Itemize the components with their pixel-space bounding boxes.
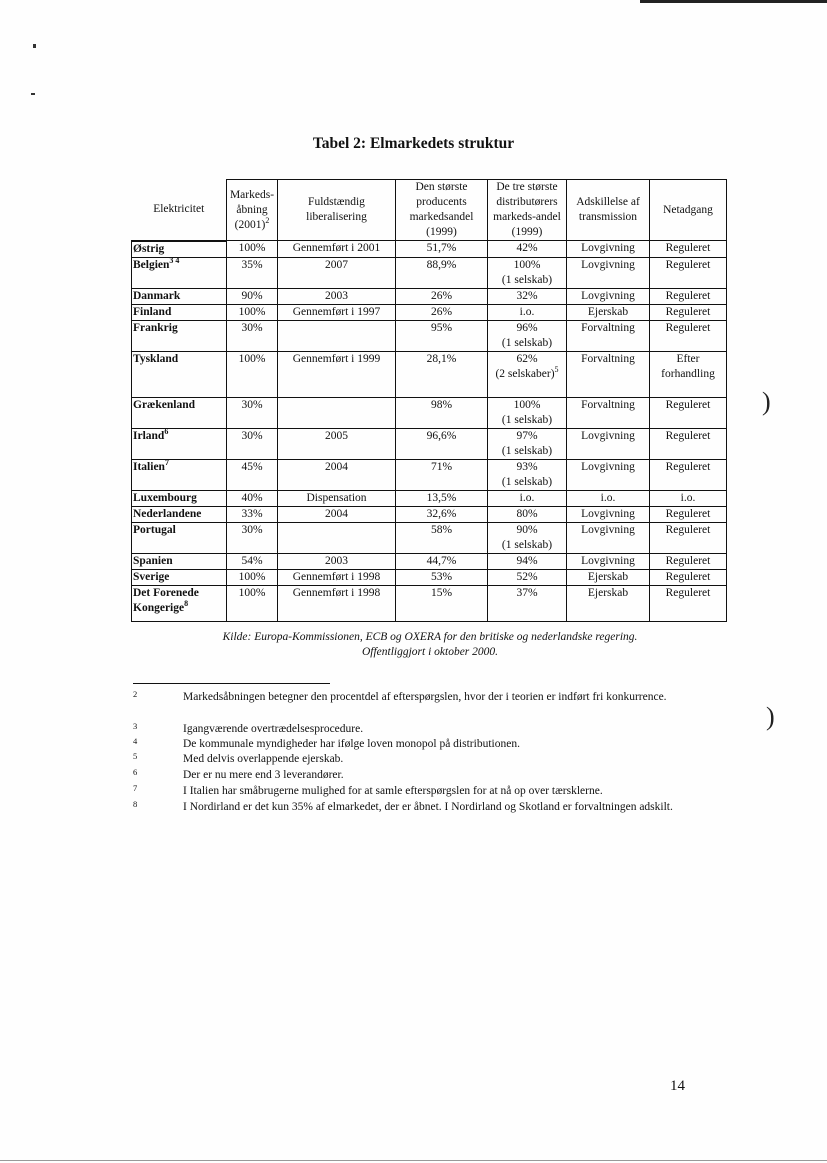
table-row — [132, 320, 727, 351]
transmission-separation-cell: Lovgivning — [567, 553, 650, 569]
distributor-share-cell: i.o. — [488, 304, 567, 320]
producer-share-cell: 26% — [396, 304, 488, 320]
country-cell: Frankrig — [132, 320, 227, 351]
market-opening-cell: 30% — [227, 428, 278, 459]
footnote-text: Igangværende overtrædelsesprocedure. — [183, 723, 364, 735]
liberalisation-cell: 2004 — [278, 459, 396, 490]
scan-speck — [33, 44, 36, 48]
producer-share-cell: 32,6% — [396, 506, 488, 522]
footnote-number: 6 — [133, 767, 138, 777]
scan-bracket-mark: ) — [762, 387, 771, 416]
footnote-text: Markedsåbningen betegner den procentdel af efterspørgslen, hvor der i teorien er indført fri konkurrence. — [183, 691, 667, 703]
header-transmission-separation: Adskillelse af transmission — [567, 180, 650, 241]
footnote-number: 2 — [133, 689, 138, 699]
market-opening-cell: 90% — [227, 288, 278, 304]
header-producer-share: Den største producents markedsandel (1999) — [396, 180, 488, 241]
country-cell: Nederlandene — [132, 506, 227, 522]
table-row — [132, 585, 727, 621]
grid-access-cell: Reguleret — [650, 569, 727, 585]
country-cell: Danmark — [132, 288, 227, 304]
table-row — [132, 288, 727, 304]
liberalisation-cell: Gennemført i 1999 — [278, 351, 396, 397]
footnote — [133, 722, 678, 738]
table-header-row — [132, 180, 727, 241]
grid-access-cell: Efter forhandling — [650, 351, 727, 397]
transmission-separation-cell: Lovgivning — [567, 257, 650, 288]
footnote — [133, 800, 678, 816]
grid-access-cell: Reguleret — [650, 288, 727, 304]
market-opening-cell: 100% — [227, 304, 278, 320]
country-cell: Sverige — [132, 569, 227, 585]
grid-access-cell: Reguleret — [650, 397, 727, 428]
scan-speck — [31, 93, 35, 95]
liberalisation-cell: 2004 — [278, 506, 396, 522]
footnote-separator — [133, 683, 330, 684]
distributor-share-cell: 37% — [488, 585, 567, 621]
distributor-share-cell: 80% — [488, 506, 567, 522]
header-market-opening: Markeds-åbning $(2001)^2$ — [227, 180, 278, 241]
liberalisation-cell: Gennemført i 1998 — [278, 569, 396, 585]
footnote-number: 8 — [133, 799, 138, 809]
transmission-separation-cell: Lovgivning — [567, 428, 650, 459]
country-cell: Det Forenede Kongerige$^8$ — [132, 585, 227, 621]
country-cell: Portugal — [132, 522, 227, 553]
page-number: 14 — [670, 1078, 685, 1094]
country-cell: Belgien$^{3 4}$ — [132, 257, 227, 288]
producer-share-cell: 96,6% — [396, 428, 488, 459]
footnote-text: I Italien har småbrugerne mulighed for at samle efterspørgslen for at nå op over tærsklerne. — [183, 785, 603, 797]
producer-share-cell: 98% — [396, 397, 488, 428]
table-row — [132, 490, 727, 506]
distributor-share-cell: 52% — [488, 569, 567, 585]
country-cell: Finland — [132, 304, 227, 320]
producer-share-cell: 44,7% — [396, 553, 488, 569]
table-row — [132, 397, 727, 428]
producer-share-cell: 53% — [396, 569, 488, 585]
footnote — [133, 690, 678, 706]
liberalisation-cell: 2005 — [278, 428, 396, 459]
transmission-separation-cell: Lovgivning — [567, 506, 650, 522]
footnote — [133, 784, 678, 800]
table-row — [132, 428, 727, 459]
producer-share-cell: 58% — [396, 522, 488, 553]
footnote — [133, 737, 678, 753]
producer-share-cell: 28,1% — [396, 351, 488, 397]
transmission-separation-cell: Lovgivning — [567, 459, 650, 490]
table-row — [132, 241, 727, 258]
distributor-share-cell: 93% (1 selskab) — [488, 459, 567, 490]
scan-edge-bottom — [0, 1160, 827, 1161]
country-cell: Grækenland — [132, 397, 227, 428]
table-row — [132, 257, 727, 288]
grid-access-cell: Reguleret — [650, 553, 727, 569]
grid-access-cell: Reguleret — [650, 459, 727, 490]
header-grid-access: Netadgang — [650, 180, 727, 241]
liberalisation-cell — [278, 522, 396, 553]
country-cell: Østrig — [132, 241, 227, 258]
table-title: Tabel 2: Elmarkedets struktur — [312, 135, 515, 152]
liberalisation-cell: 2003 — [278, 288, 396, 304]
transmission-separation-cell: Lovgivning — [567, 288, 650, 304]
header-distributor-share: De tre største distributørers markeds-andel (1999) — [488, 180, 567, 241]
transmission-separation-cell: Ejerskab — [567, 304, 650, 320]
scan-edge-top — [640, 0, 827, 3]
header-electricity: Elektricitet — [132, 180, 227, 241]
liberalisation-cell: 2003 — [278, 553, 396, 569]
grid-access-cell: Reguleret — [650, 428, 727, 459]
header-liberalisation: Fuldstændig liberalisering — [278, 180, 396, 241]
grid-access-cell: Reguleret — [650, 506, 727, 522]
transmission-separation-cell: Forvaltning — [567, 351, 650, 397]
country-cell: Spanien — [132, 553, 227, 569]
market-opening-cell: 100% — [227, 585, 278, 621]
producer-share-cell: 26% — [396, 288, 488, 304]
footnote-number: 4 — [133, 736, 138, 746]
market-opening-cell: 33% — [227, 506, 278, 522]
table-body — [132, 241, 727, 622]
table-source — [120, 630, 740, 660]
producer-share-cell: 88,9% — [396, 257, 488, 288]
table-row — [132, 553, 727, 569]
country-cell: Tyskland — [132, 351, 227, 397]
liberalisation-cell — [278, 397, 396, 428]
electricity-market-table — [131, 179, 727, 622]
grid-access-cell: Reguleret — [650, 304, 727, 320]
table-row — [132, 304, 727, 320]
market-opening-cell: 100% — [227, 351, 278, 397]
distributor-share-cell: 32% — [488, 288, 567, 304]
producer-share-cell: 95% — [396, 320, 488, 351]
source-line-2: Offentliggjort i oktober 2000. — [361, 646, 499, 658]
table-row — [132, 522, 727, 553]
footnote-number: 5 — [133, 751, 138, 761]
liberalisation-cell — [278, 320, 396, 351]
distributor-share-cell: 100% (1 selskab) — [488, 257, 567, 288]
transmission-separation-cell: Lovgivning — [567, 241, 650, 258]
distributor-share-cell: 42% — [488, 241, 567, 258]
distributor-share-cell: 96% (1 selskab) — [488, 320, 567, 351]
transmission-separation-cell: Forvaltning — [567, 397, 650, 428]
distributor-share-cell: 100% (1 selskab) — [488, 397, 567, 428]
table-row — [132, 569, 727, 585]
market-opening-cell: 45% — [227, 459, 278, 490]
distributor-share-cell: 90% (1 selskab) — [488, 522, 567, 553]
footnote — [133, 752, 678, 768]
footnote-number: 3 — [133, 721, 138, 731]
grid-access-cell: Reguleret — [650, 585, 727, 621]
grid-access-cell: Reguleret — [650, 241, 727, 258]
liberalisation-cell: Gennemført i 1998 — [278, 585, 396, 621]
distributor-share-cell: 62% (2 selskaber)$^5$ — [488, 351, 567, 397]
grid-access-cell: i.o. — [650, 490, 727, 506]
producer-share-cell: 71% — [396, 459, 488, 490]
producer-share-cell: 15% — [396, 585, 488, 621]
table-row — [132, 506, 727, 522]
footnote — [133, 768, 678, 784]
market-opening-cell: 35% — [227, 257, 278, 288]
footnote-number: 7 — [133, 783, 138, 793]
transmission-separation-cell: Ejerskab — [567, 585, 650, 621]
market-opening-cell: 100% — [227, 569, 278, 585]
grid-access-cell: Reguleret — [650, 320, 727, 351]
scan-bracket-mark: ) — [766, 702, 775, 731]
grid-access-cell: Reguleret — [650, 522, 727, 553]
producer-share-cell: 13,5% — [396, 490, 488, 506]
market-opening-cell: 30% — [227, 397, 278, 428]
source-line-1: Kilde: Europa-Kommissionen, ECB og OXERA for den britiske og nederlandske regering. — [222, 631, 638, 643]
market-opening-cell: 40% — [227, 490, 278, 506]
grid-access-cell: Reguleret — [650, 257, 727, 288]
transmission-separation-cell: i.o. — [567, 490, 650, 506]
transmission-separation-cell: Lovgivning — [567, 522, 650, 553]
liberalisation-cell: Dispensation — [278, 490, 396, 506]
liberalisation-cell: Gennemført i 1997 — [278, 304, 396, 320]
footnote-text: I Nordirland er det kun 35% af elmarkedet, der er åbnet. I Nordirland og Skotland er forvaltningen adskilt. — [183, 801, 673, 813]
distributor-share-cell: 97% (1 selskab) — [488, 428, 567, 459]
transmission-separation-cell: Ejerskab — [567, 569, 650, 585]
footnote-text: Der er nu mere end 3 leverandører. — [183, 769, 344, 781]
liberalisation-cell: 2007 — [278, 257, 396, 288]
country-cell: Irland$^6$ — [132, 428, 227, 459]
market-opening-cell: 30% — [227, 522, 278, 553]
footnote-text: De kommunale myndigheder har ifølge loven monopol på distributionen. — [183, 738, 520, 750]
market-opening-cell: 54% — [227, 553, 278, 569]
producer-share-cell: 51,7% — [396, 241, 488, 258]
transmission-separation-cell: Forvaltning — [567, 320, 650, 351]
country-cell: Italien$^7$ — [132, 459, 227, 490]
market-opening-cell: 100% — [227, 241, 278, 258]
table-row — [132, 351, 727, 397]
country-cell: Luxembourg — [132, 490, 227, 506]
table-row — [132, 459, 727, 490]
liberalisation-cell: Gennemført i 2001 — [278, 241, 396, 258]
footnote-text: Med delvis overlappende ejerskab. — [183, 753, 344, 765]
market-opening-cell: 30% — [227, 320, 278, 351]
distributor-share-cell: i.o. — [488, 490, 567, 506]
distributor-share-cell: 94% — [488, 553, 567, 569]
